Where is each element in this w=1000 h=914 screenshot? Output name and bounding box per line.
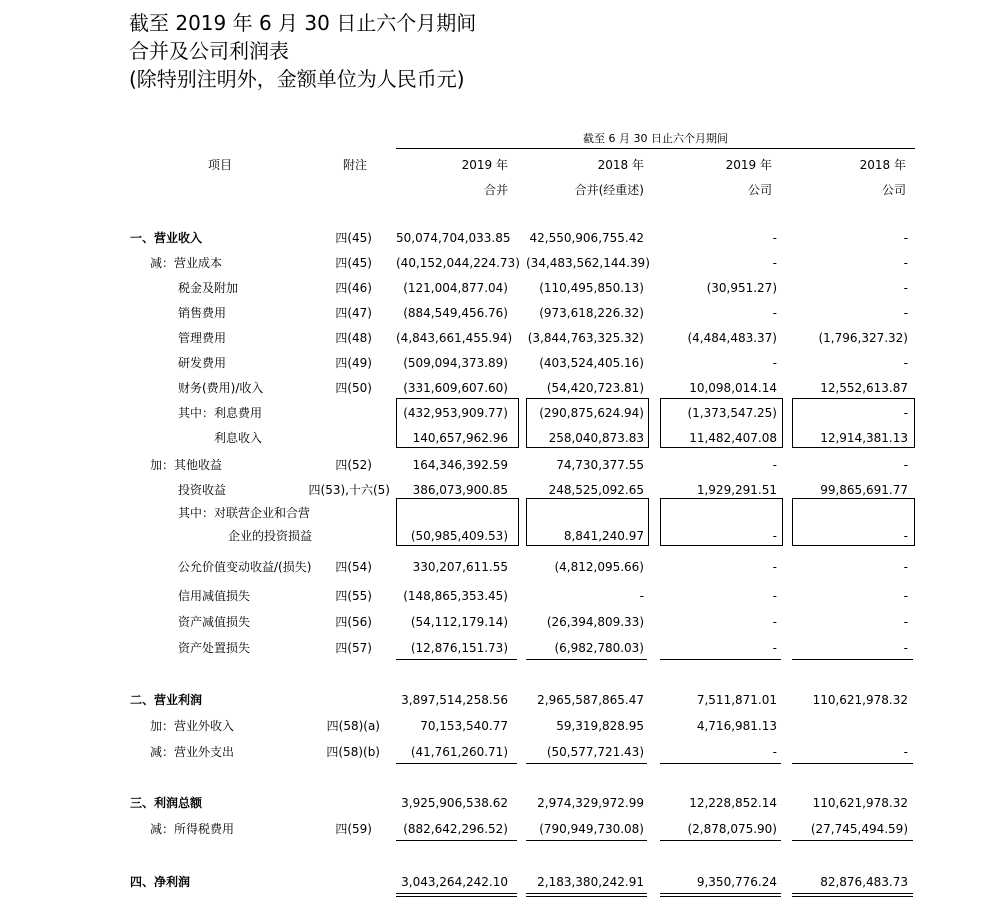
row-label: 企业的投资损益 [228, 529, 313, 543]
value-company-2019: - [772, 231, 777, 245]
row-associate-label [0, 503, 1000, 523]
value-company-2019: 10,098,014.14 [689, 381, 777, 395]
value-consolidated-2018: 2,974,329,972.99 [537, 796, 644, 810]
value-company-2018: - [903, 641, 908, 655]
value-company-2019: - [772, 529, 777, 543]
subtotal-rule-col2 [526, 659, 647, 660]
value-company-2019: - [772, 306, 777, 320]
row-finance-income [0, 378, 1000, 398]
value-consolidated-2019: (432,953,909.77) [403, 406, 508, 420]
row-label: 销售费用 [178, 306, 227, 320]
value-consolidated-2018: 8,841,240.97 [563, 529, 644, 543]
row-label: 四、净利润 [130, 875, 191, 889]
year-header-1: 2019 年 [461, 158, 508, 172]
row-note: 四(55) [335, 589, 372, 603]
value-consolidated-2019: 140,657,962.96 [412, 431, 508, 445]
row-label: 加：其他收益 [150, 458, 223, 472]
value-consolidated-2018: 2,965,587,865.47 [537, 693, 644, 707]
value-company-2019: - [772, 589, 777, 603]
row-note: 四(58)(a) [326, 719, 380, 733]
value-company-2018: - [903, 529, 908, 543]
total-double-rule-col1 [396, 893, 517, 897]
year-header-3: 2019 年 [725, 158, 772, 172]
value-consolidated-2018: 59,319,828.95 [556, 719, 644, 733]
value-company-2019: (4,484,483.37) [687, 331, 777, 345]
row-label: 三、利润总额 [130, 796, 203, 810]
value-company-2019: (2,878,075.90) [687, 822, 777, 836]
value-company-2018: 12,914,381.13 [820, 431, 908, 445]
value-company-2018: 12,552,613.87 [820, 381, 908, 395]
value-consolidated-2018: (4,812,095.66) [554, 560, 644, 574]
value-company-2019: - [772, 745, 777, 759]
value-consolidated-2018: (3,844,763,325.32) [527, 331, 644, 345]
value-consolidated-2018: 74,730,377.55 [556, 458, 644, 472]
subtotal-rule-col4 [792, 763, 913, 764]
year-header-4: 2018 年 [859, 158, 906, 172]
row-note: 四(45) [335, 256, 372, 270]
row-credit-impairment [0, 586, 1000, 606]
scope-header-2: 合并(经重述) [574, 183, 644, 197]
value-company-2019: - [772, 256, 777, 270]
row-non-operating-income [0, 716, 1000, 736]
value-consolidated-2019: (509,094,373.89) [403, 356, 508, 370]
value-company-2018: (27,745,494.59) [810, 822, 908, 836]
value-consolidated-2019: 164,346,392.59 [412, 458, 508, 472]
value-consolidated-2018: (403,524,405.16) [539, 356, 644, 370]
value-company-2018: - [903, 458, 908, 472]
row-note: 四(56) [335, 615, 372, 629]
value-company-2018: 110,621,978.32 [812, 796, 908, 810]
value-company-2018: - [903, 231, 908, 245]
value-consolidated-2018: - [639, 589, 644, 603]
row-label: 研发费用 [178, 356, 227, 370]
total-double-rule-col2 [526, 893, 647, 897]
row-label: 减：所得税费用 [150, 822, 235, 836]
value-consolidated-2019: (884,549,456.76) [403, 306, 508, 320]
row-interest-expense [0, 403, 1000, 423]
value-consolidated-2018: (110,495,850.13) [539, 281, 644, 295]
value-consolidated-2018: (973,618,226.32) [539, 306, 644, 320]
value-company-2019: 1,929,291.51 [696, 483, 777, 497]
row-label: 税金及附加 [178, 281, 239, 295]
value-consolidated-2019: (148,865,353.45) [403, 589, 508, 603]
row-note: 四(59) [335, 822, 372, 836]
subtotal-rule-col1 [396, 840, 517, 841]
value-company-2019: 7,511,871.01 [696, 693, 777, 707]
row-note: 四(45) [335, 231, 372, 245]
value-company-2018: - [903, 356, 908, 370]
value-company-2019: (30,951.27) [706, 281, 777, 295]
row-label: 公允价值变动收益/(损失) [178, 560, 312, 574]
period-header: 截至 6 月 30 日止六个月期间 [583, 132, 728, 145]
value-company-2019: - [772, 641, 777, 655]
value-consolidated-2019: 386,073,900.85 [412, 483, 508, 497]
period-header-rule [396, 148, 915, 149]
row-label: 减：营业成本 [150, 256, 223, 270]
value-consolidated-2018: 258,040,873.83 [548, 431, 644, 445]
value-company-2018: - [903, 406, 908, 420]
row-note: 四(46) [335, 281, 372, 295]
value-company-2019: 11,482,407.08 [689, 431, 777, 445]
value-consolidated-2019: (40,152,044,224.73) [396, 256, 520, 270]
row-rnd-expenses [0, 353, 1000, 373]
value-consolidated-2019: 3,897,514,258.56 [401, 693, 508, 707]
row-label: 其中：对联营企业和合营 [178, 506, 311, 520]
value-consolidated-2019: (4,843,661,455.94) [396, 331, 513, 345]
row-label: 财务(费用)/收入 [178, 381, 264, 395]
row-operating-profit [0, 690, 1000, 710]
subtotal-rule-col3 [660, 840, 781, 841]
value-consolidated-2019: (50,985,409.53) [410, 529, 508, 543]
subtotal-rule-col1 [396, 659, 517, 660]
value-consolidated-2019: (54,112,179.14) [410, 615, 508, 629]
subtotal-rule-col2 [526, 763, 647, 764]
value-company-2019: (1,373,547.25) [687, 406, 777, 420]
row-other-income [0, 455, 1000, 475]
row-taxes-surcharges [0, 278, 1000, 298]
value-consolidated-2019: 50,074,704,033.85 [396, 231, 511, 245]
value-consolidated-2018: 42,550,906,755.42 [529, 231, 644, 245]
value-company-2018: (1,796,327.32) [818, 331, 908, 345]
scope-header-1: 合并 [483, 183, 508, 197]
subtotal-rule-col1 [396, 763, 517, 764]
value-company-2018: - [903, 256, 908, 270]
row-associate-jv-income [0, 526, 1000, 546]
value-company-2019: 4,716,981.13 [696, 719, 777, 733]
subtotal-rule-col3 [660, 659, 781, 660]
row-total-profit [0, 793, 1000, 813]
statement-title: 合并及公司利润表 [129, 39, 289, 63]
value-company-2019: - [772, 615, 777, 629]
value-consolidated-2018: (6,982,780.03) [554, 641, 644, 655]
row-label: 减：营业外支出 [150, 745, 235, 759]
year-header-2: 2018 年 [597, 158, 644, 172]
row-fair-value-change [0, 557, 1000, 577]
value-company-2018: 82,876,483.73 [820, 875, 908, 889]
value-company-2018: - [903, 745, 908, 759]
total-double-rule-col3 [660, 893, 781, 897]
row-net-profit [0, 872, 1000, 892]
row-label: 资产减值损失 [178, 615, 251, 629]
row-label: 利息收入 [214, 431, 263, 445]
row-interest-income [0, 428, 1000, 448]
value-company-2019: 12,228,852.14 [689, 796, 777, 810]
value-company-2019: - [772, 560, 777, 574]
row-note: 四(53),十六(5) [308, 483, 390, 497]
total-double-rule-col4 [792, 893, 913, 897]
value-consolidated-2018: (290,875,624.94) [539, 406, 644, 420]
row-note: 四(52) [335, 458, 372, 472]
value-company-2018: - [903, 615, 908, 629]
row-label: 其中：利息费用 [178, 406, 263, 420]
row-label: 信用减值损失 [178, 589, 251, 603]
value-company-2018: 99,865,691.77 [820, 483, 908, 497]
scope-header-4: 公司 [881, 183, 906, 197]
row-investment-income [0, 480, 1000, 500]
value-consolidated-2018: (790,949,730.08) [539, 822, 644, 836]
value-company-2019: 9,350,776.24 [696, 875, 777, 889]
value-consolidated-2019: 3,925,906,538.62 [401, 796, 508, 810]
value-consolidated-2019: 330,207,611.55 [412, 560, 508, 574]
row-note: 四(47) [335, 306, 372, 320]
value-consolidated-2018: 2,183,380,242.91 [537, 875, 644, 889]
value-consolidated-2019: (12,876,151.73) [410, 641, 508, 655]
row-note: 四(54) [335, 560, 372, 574]
scope-header-3: 公司 [747, 183, 772, 197]
value-consolidated-2018: (34,483,562,144.39) [526, 256, 650, 270]
value-company-2018: - [903, 281, 908, 295]
row-operating-revenue [0, 228, 1000, 248]
row-label: 投资收益 [178, 483, 227, 497]
value-consolidated-2019: (121,004,877.04) [403, 281, 508, 295]
row-operating-cost [0, 253, 1000, 273]
value-consolidated-2018: 248,525,092.65 [548, 483, 644, 497]
statement-period-title: 截至 2019 年 6 月 30 日止六个月期间 [129, 11, 477, 35]
value-consolidated-2019: 3,043,264,242.10 [401, 875, 508, 889]
value-company-2018: - [903, 560, 908, 574]
value-consolidated-2019: (41,761,260.71) [410, 745, 508, 759]
value-consolidated-2018: (54,420,723.81) [546, 381, 644, 395]
item-header: 项目 [207, 158, 232, 172]
subtotal-rule-col4 [792, 659, 913, 660]
value-consolidated-2018: (26,394,809.33) [546, 615, 644, 629]
value-company-2019: - [772, 458, 777, 472]
value-company-2018: - [903, 589, 908, 603]
subtotal-rule-col3 [660, 763, 781, 764]
row-label: 资产处置损失 [178, 641, 251, 655]
row-label: 加：营业外收入 [150, 719, 235, 733]
row-selling-expenses [0, 303, 1000, 323]
value-company-2018: - [903, 306, 908, 320]
subtotal-rule-col2 [526, 840, 647, 841]
row-label: 二、营业利润 [130, 693, 203, 707]
row-label: 管理费用 [178, 331, 227, 345]
value-consolidated-2019: (331,609,607.60) [403, 381, 508, 395]
value-consolidated-2019: (882,642,296.52) [403, 822, 508, 836]
row-asset-impairment [0, 612, 1000, 632]
row-note: 四(58)(b) [326, 745, 380, 759]
row-note: 四(57) [335, 641, 372, 655]
value-company-2019: - [772, 356, 777, 370]
row-note: 四(50) [335, 381, 372, 395]
row-income-tax [0, 819, 1000, 839]
row-asset-disposal [0, 638, 1000, 658]
subtotal-rule-col4 [792, 840, 913, 841]
row-admin-expenses [0, 328, 1000, 348]
value-consolidated-2019: 70,153,540.77 [420, 719, 508, 733]
value-company-2018: 110,621,978.32 [812, 693, 908, 707]
row-note: 四(49) [335, 356, 372, 370]
note-header: 附注 [342, 158, 367, 172]
row-non-operating-expense [0, 742, 1000, 762]
row-note: 四(48) [335, 331, 372, 345]
value-consolidated-2018: (50,577,721.43) [546, 745, 644, 759]
row-label: 一、营业收入 [130, 231, 203, 245]
currency-note: (除特别注明外，金额单位为人民币元) [129, 67, 465, 91]
